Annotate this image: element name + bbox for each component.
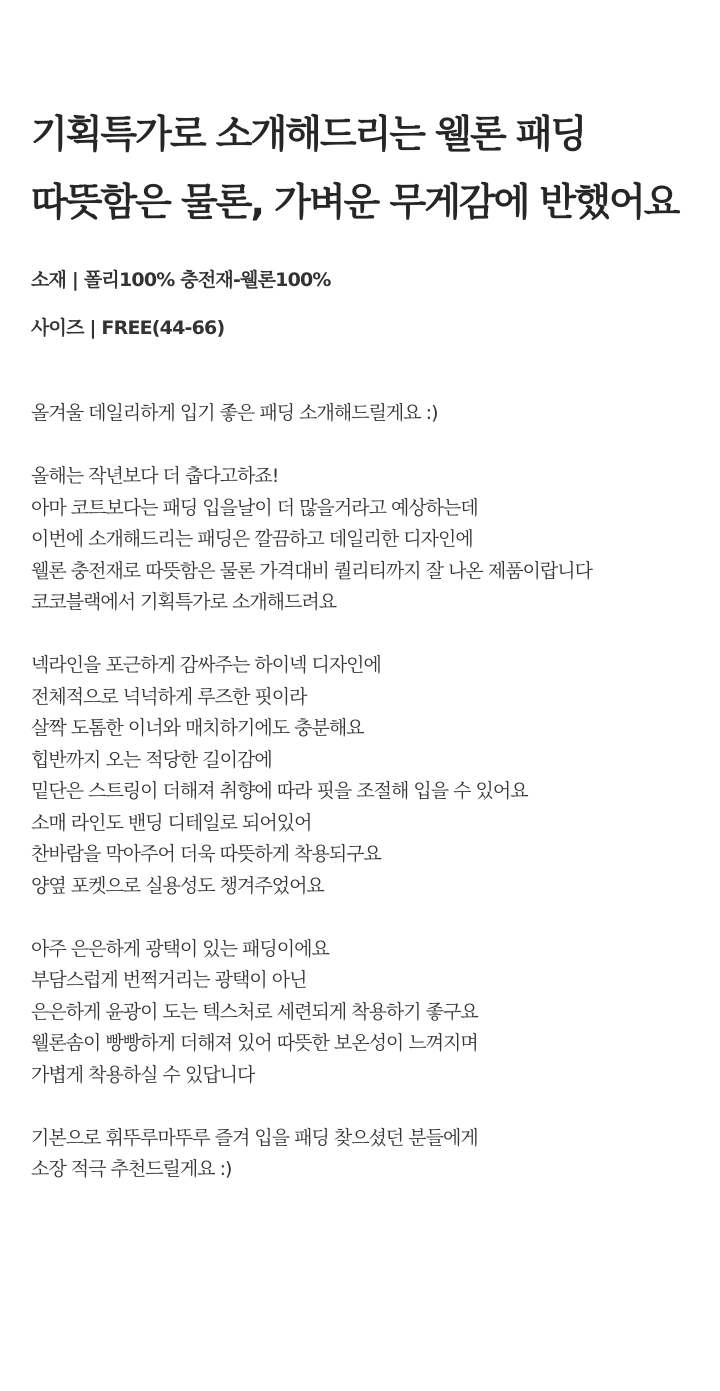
text-line: 은은하게 윤광이 도는 텍스처로 세련되게 착용하기 좋구요 (31, 1000, 478, 1023)
paragraph-closing (31, 1123, 701, 1186)
description-body (31, 398, 701, 1217)
text-line: 가볍게 착용하실 수 있답니다 (31, 1063, 255, 1086)
headline-line: 따뜻함은 물론, 가벼운 무게감에 반했어요 (31, 180, 679, 224)
text-line: 양옆 포켓으로 실용성도 챙겨주었어요 (31, 874, 324, 897)
size-spec: 사이즈 | FREE(44-66) (31, 317, 225, 339)
text-line: 코코블랙에서 기획특가로 소개해드려요 (31, 591, 337, 613)
paragraph-overview (31, 461, 701, 619)
headline-line: 기획특가로 소개해드리는 웰론 패딩 (31, 112, 586, 156)
text-line: 소매 라인도 밴딩 디테일로 되어있어 (31, 811, 312, 834)
text-line: 웰론 충전재로 따뜻함은 물론 가격대비 퀄리티까지 잘 나온 제품이랍니다 (31, 559, 592, 582)
product-specs (31, 256, 701, 352)
text-line: 힙반까지 오는 적당한 길이감에 (31, 748, 272, 771)
text-line: 웰론솜이 빵빵하게 더해져 있어 따뜻한 보온성이 느껴지며 (31, 1032, 478, 1054)
paragraph-texture (31, 934, 701, 1092)
text-line: 올겨울 데일리하게 입기 좋은 패딩 소개해드릴게요 :) (31, 402, 438, 424)
text-line: 기본으로 휘뚜루마뚜루 즐겨 입을 패딩 찾으셨던 분들에게 (31, 1126, 478, 1149)
text-line: 올해는 작년보다 더 춥다고하죠! (31, 465, 279, 487)
text-line: 부담스럽게 번쩍거리는 광택이 아닌 (31, 969, 307, 991)
paragraph-design (31, 650, 701, 902)
text-line: 넥라인을 포근하게 감싸주는 하이넥 디자인에 (31, 654, 381, 676)
text-line: 찬바람을 막아주어 더욱 따뜻하게 착용되구요 (31, 843, 381, 865)
text-line: 전체적으로 넉넉하게 루즈한 핏이라 (31, 685, 307, 708)
headline (31, 100, 701, 236)
text-line: 이번에 소개해드리는 패딩은 깔끔하고 데일리한 디자인에 (31, 528, 473, 550)
text-line: 아마 코트보다는 패딩 입을날이 더 많을거라고 예상하는데 (31, 496, 478, 519)
text-line: 소장 적극 추천드릴게요 :) (31, 1158, 232, 1180)
paragraph-intro (31, 398, 701, 430)
material-spec: 소재 | 폴리100% 충전재-웰론100% (31, 269, 331, 291)
text-line: 밑단은 스트링이 더해져 취향에 따라 핏을 조절해 입을 수 있어요 (31, 780, 528, 802)
text-line: 살짝 도톰한 이너와 매치하기에도 충분해요 (31, 717, 364, 739)
text-line: 아주 은은하게 광택이 있는 패딩이에요 (31, 937, 329, 960)
